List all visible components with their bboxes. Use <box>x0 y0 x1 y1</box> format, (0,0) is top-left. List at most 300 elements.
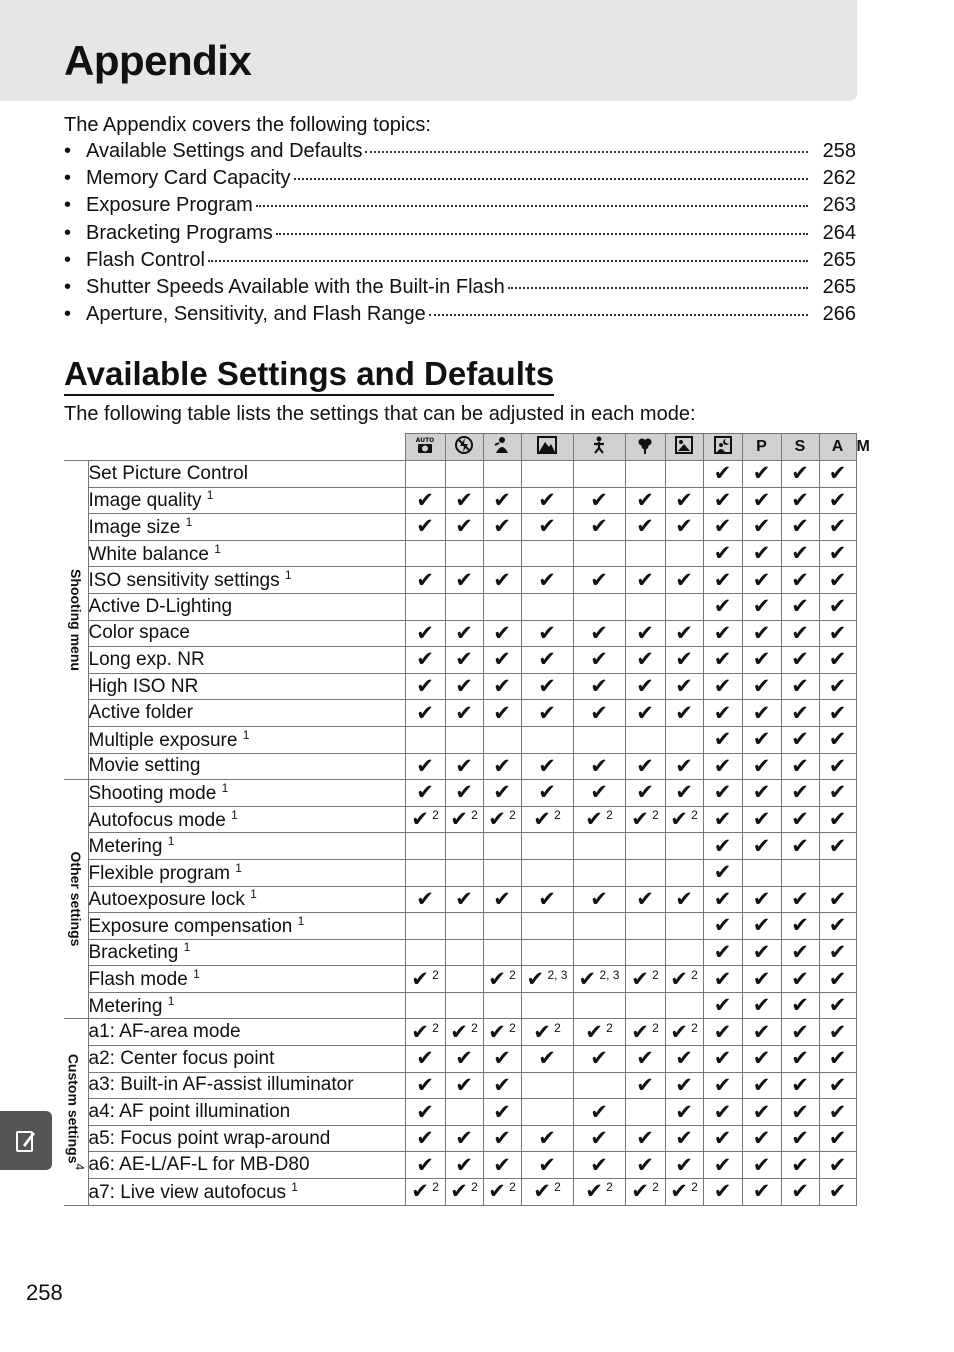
check-mark: ✔ <box>828 1153 847 1177</box>
dot-leader <box>365 151 808 153</box>
footnote-ref: 1 <box>206 488 214 503</box>
availability-cell <box>742 753 781 780</box>
setting-label: a1: AF-area mode <box>88 1019 405 1046</box>
setting-label: Autofocus mode $^1$ <box>88 806 405 833</box>
check-mark: ✔ <box>590 1100 608 1124</box>
check-mark: ✔ <box>590 754 608 778</box>
section-intro: The following table lists the settings that can be adjusted in each mode: <box>64 403 696 425</box>
check-mark: ✔ <box>590 701 608 725</box>
check-mark: ✔ <box>455 754 473 778</box>
topic-page: 262 <box>822 167 856 190</box>
topic-label: Aperture, Sensitivity, and Flash Range <box>86 303 426 326</box>
availability-cell <box>445 673 483 700</box>
footnote-ref: 2 <box>505 808 516 823</box>
check-mark: ✔ <box>752 462 771 486</box>
availability-cell <box>665 514 703 541</box>
footnote-ref: 2 <box>687 808 698 823</box>
check-mark: ✔ <box>636 1047 654 1071</box>
table-row <box>64 833 856 860</box>
availability-cell <box>819 1099 856 1126</box>
check-mark: ✔ <box>493 1073 511 1097</box>
availability-cell <box>625 1019 665 1046</box>
availability-cell <box>819 1072 856 1099</box>
availability-cell <box>665 647 703 674</box>
availability-cell <box>703 780 742 807</box>
setting-label: ISO sensitivity settings $^1$ <box>88 567 405 594</box>
check-mark: ✔ <box>631 1180 649 1204</box>
mode-s-header: S <box>781 434 819 461</box>
check-mark: ✔ <box>791 1127 809 1151</box>
availability-cell <box>483 647 521 674</box>
check-mark: ✔ <box>675 488 693 512</box>
table-row <box>64 567 856 594</box>
portrait-icon <box>483 434 521 461</box>
availability-cell <box>521 1125 573 1152</box>
check-mark: ✔ <box>455 1073 473 1097</box>
check-mark: ✔ <box>791 595 809 619</box>
availability-cell <box>405 487 445 514</box>
check-mark: ✔ <box>828 967 847 991</box>
availability-cell <box>405 833 445 860</box>
availability-cell <box>742 859 781 886</box>
availability-cell <box>665 833 703 860</box>
availability-cell <box>521 833 573 860</box>
availability-cell <box>819 700 856 727</box>
availability-cell <box>665 780 703 807</box>
availability-cell <box>781 593 819 620</box>
footnote-ref: 2 <box>602 808 613 823</box>
availability-cell <box>781 620 819 647</box>
availability-cell <box>405 1179 445 1206</box>
availability-cell <box>819 514 856 541</box>
check-mark: ✔ <box>675 1047 693 1071</box>
check-mark: ✔ <box>791 568 809 592</box>
availability-cell <box>521 1179 573 1206</box>
availability-cell <box>483 992 521 1019</box>
check-mark: ✔ <box>493 1153 511 1177</box>
check-mark: ✔ <box>636 515 654 539</box>
footnote-ref: 1 <box>231 807 238 822</box>
availability-cell <box>742 514 781 541</box>
availability-cell <box>819 939 856 966</box>
check-mark: ✔ <box>493 1047 511 1071</box>
check-mark: ✔ <box>416 1047 434 1071</box>
availability-cell <box>819 1152 856 1179</box>
availability-cell <box>573 1046 625 1073</box>
availability-cell <box>521 966 573 993</box>
setting-label: Active folder <box>88 700 405 727</box>
check-mark: ✔ <box>590 675 608 699</box>
check-mark: ✔ <box>636 488 654 512</box>
availability-cell <box>819 780 856 807</box>
setting-label: Flexible program $^1$ <box>88 859 405 886</box>
availability-cell <box>625 1152 665 1179</box>
availability-cell <box>573 540 625 567</box>
availability-cell <box>521 1099 573 1126</box>
check-mark: ✔ <box>455 887 473 911</box>
availability-cell <box>573 833 625 860</box>
availability-cell <box>703 992 742 1019</box>
availability-cell <box>521 461 573 488</box>
availability-cell <box>703 859 742 886</box>
availability-cell <box>703 1019 742 1046</box>
footnote-ref: 2 <box>505 967 516 982</box>
availability-cell <box>703 833 742 860</box>
availability-cell <box>625 806 665 833</box>
availability-cell <box>742 461 781 488</box>
check-mark: ✔ <box>493 675 511 699</box>
footnote-ref: 1 <box>284 568 292 583</box>
availability-cell <box>665 992 703 1019</box>
check-mark: ✔ <box>752 701 771 725</box>
availability-cell <box>405 514 445 541</box>
check-mark: ✔ <box>752 834 771 858</box>
availability-cell <box>445 992 483 1019</box>
availability-cell <box>819 647 856 674</box>
check-mark: ✔ <box>752 595 771 619</box>
check-mark: ✔ <box>713 488 732 512</box>
availability-cell <box>625 753 665 780</box>
check-mark: ✔ <box>538 621 556 645</box>
footnote-ref: 2 <box>428 1020 439 1035</box>
check-mark: ✔ <box>791 621 809 645</box>
availability-cell <box>742 540 781 567</box>
check-mark: ✔ <box>455 621 473 645</box>
availability-cell <box>573 487 625 514</box>
check-mark: ✔ <box>828 781 847 805</box>
availability-cell <box>483 806 521 833</box>
check-mark: ✔ <box>538 675 556 699</box>
mode-header-row: AUTO P S A M <box>64 434 856 461</box>
check-mark: ✔ <box>411 1020 429 1044</box>
check-mark: ✔ <box>675 515 693 539</box>
availability-cell <box>819 673 856 700</box>
check-mark: ✔ <box>538 568 556 592</box>
check-mark: ✔ <box>636 1153 654 1177</box>
availability-cell <box>742 726 781 753</box>
availability-cell <box>483 1152 521 1179</box>
footnote-ref: 1 <box>291 1179 298 1194</box>
availability-cell <box>625 886 665 913</box>
check-mark: ✔ <box>455 675 473 699</box>
availability-cell <box>665 1072 703 1099</box>
setting-label: Metering $^1$ <box>88 992 405 1019</box>
setting-label: Multiple exposure $^1$ <box>88 726 405 753</box>
topic-page: 258 <box>822 140 856 162</box>
group-label-cell <box>64 461 88 780</box>
check-mark: ✔ <box>636 781 654 805</box>
check-mark: ✔ <box>675 1100 693 1124</box>
availability-cell <box>665 567 703 594</box>
check-mark: ✔ <box>585 808 603 832</box>
check-mark: ✔ <box>828 1100 847 1124</box>
check-mark: ✔ <box>411 1180 429 1204</box>
availability-cell <box>405 673 445 700</box>
topic-label: Exposure Program <box>86 194 253 217</box>
availability-cell <box>521 1072 573 1099</box>
table-row <box>64 1019 856 1046</box>
availability-cell <box>742 1179 781 1206</box>
close-up-icon <box>665 434 703 461</box>
availability-cell <box>742 567 781 594</box>
availability-cell <box>742 1125 781 1152</box>
check-mark: ✔ <box>752 887 771 911</box>
check-mark: ✔ <box>752 754 771 778</box>
availability-cell <box>521 780 573 807</box>
check-mark: ✔ <box>752 994 771 1018</box>
topic-label: Available Settings and Defaults <box>86 140 363 162</box>
check-mark: ✔ <box>713 1100 732 1124</box>
table-row <box>64 620 856 647</box>
check-mark: ✔ <box>752 568 771 592</box>
availability-cell <box>742 647 781 674</box>
table-row <box>64 1152 856 1179</box>
table-row <box>64 806 856 833</box>
availability-cell <box>483 833 521 860</box>
availability-cell <box>819 593 856 620</box>
setting-label: Exposure compensation $^1$ <box>88 913 405 940</box>
availability-cell <box>665 1179 703 1206</box>
check-mark: ✔ <box>752 940 771 964</box>
check-mark: ✔ <box>791 462 809 486</box>
availability-cell <box>819 540 856 567</box>
page-number: 258 <box>26 1280 63 1305</box>
check-mark: ✔ <box>713 861 732 885</box>
availability-cell <box>483 1072 521 1099</box>
availability-cell <box>483 514 521 541</box>
availability-cell <box>405 1072 445 1099</box>
availability-cell <box>445 753 483 780</box>
check-mark: ✔ <box>493 887 511 911</box>
availability-cell <box>703 753 742 780</box>
availability-cell <box>573 620 625 647</box>
check-mark: ✔ <box>488 808 506 832</box>
check-mark: ✔ <box>675 675 693 699</box>
availability-cell <box>781 1152 819 1179</box>
availability-cell <box>703 1046 742 1073</box>
footnote-ref: 2 <box>428 967 439 982</box>
footnote-ref: 2 <box>467 808 478 823</box>
check-mark: ✔ <box>752 967 771 991</box>
availability-cell <box>625 1179 665 1206</box>
check-mark: ✔ <box>416 621 434 645</box>
group-label: Custom settings <box>65 1053 82 1164</box>
availability-cell <box>445 647 483 674</box>
availability-cell <box>573 700 625 727</box>
check-mark: ✔ <box>670 808 688 832</box>
footnote-ref: 1 <box>167 834 175 849</box>
intro-text: The Appendix covers the following topics: <box>64 114 431 136</box>
svg-text:AUTO: AUTO <box>415 436 435 444</box>
mode-a-header: A <box>819 434 856 461</box>
check-mark: ✔ <box>636 675 654 699</box>
availability-cell <box>703 886 742 913</box>
check-mark: ✔ <box>791 1020 809 1044</box>
availability-cell <box>703 461 742 488</box>
check-mark: ✔ <box>713 1020 732 1044</box>
topic-label: Bracketing Programs <box>86 221 273 244</box>
setting-label: Long exp. NR <box>88 647 405 674</box>
availability-cell <box>405 540 445 567</box>
landscape-icon <box>521 434 573 461</box>
settings-table <box>64 433 870 1206</box>
availability-cell <box>521 620 573 647</box>
check-mark: ✔ <box>411 808 429 832</box>
footnote-ref: 1 <box>242 727 250 742</box>
availability-cell <box>703 700 742 727</box>
availability-cell <box>483 780 521 807</box>
availability-cell <box>819 567 856 594</box>
availability-cell <box>405 1125 445 1152</box>
availability-cell <box>445 806 483 833</box>
availability-cell <box>483 1179 521 1206</box>
check-mark: ✔ <box>828 914 847 938</box>
check-mark: ✔ <box>828 1127 847 1151</box>
footnote-ref: 1 <box>183 940 191 955</box>
availability-cell <box>665 1099 703 1126</box>
setting-label: a3: Built-in AF-assist illuminator <box>88 1072 405 1099</box>
availability-cell <box>703 1125 742 1152</box>
check-mark: ✔ <box>791 675 809 699</box>
table-row <box>64 886 856 913</box>
check-mark: ✔ <box>538 515 556 539</box>
check-mark: ✔ <box>538 754 556 778</box>
check-mark: ✔ <box>416 754 434 778</box>
check-mark: ✔ <box>636 701 654 725</box>
availability-cell <box>742 780 781 807</box>
availability-cell <box>819 992 856 1019</box>
availability-cell <box>781 833 819 860</box>
setting-label: a7: Live view autofocus $^1$ <box>88 1179 405 1206</box>
availability-cell <box>665 673 703 700</box>
availability-cell <box>781 966 819 993</box>
check-mark: ✔ <box>752 1100 771 1124</box>
availability-cell <box>819 806 856 833</box>
availability-cell <box>665 966 703 993</box>
check-mark: ✔ <box>675 648 693 672</box>
check-mark: ✔ <box>752 515 771 539</box>
check-mark: ✔ <box>828 675 847 699</box>
check-mark: ✔ <box>493 701 511 725</box>
check-mark: ✔ <box>713 675 732 699</box>
check-mark: ✔ <box>455 488 473 512</box>
availability-cell <box>483 540 521 567</box>
availability-cell <box>781 1179 819 1206</box>
table-row <box>64 992 856 1019</box>
check-mark: ✔ <box>538 648 556 672</box>
setting-label: a4: AF point illumination <box>88 1099 405 1126</box>
availability-cell <box>742 939 781 966</box>
availability-cell <box>573 726 625 753</box>
check-mark: ✔ <box>675 754 693 778</box>
availability-cell <box>521 540 573 567</box>
check-mark: ✔ <box>416 568 434 592</box>
check-mark: ✔ <box>713 887 732 911</box>
availability-cell <box>665 753 703 780</box>
availability-cell <box>445 567 483 594</box>
auto-flash-off-icon <box>445 434 483 461</box>
check-mark: ✔ <box>538 701 556 725</box>
table-row <box>64 593 856 620</box>
availability-cell <box>781 1125 819 1152</box>
availability-cell <box>665 1019 703 1046</box>
check-mark: ✔ <box>455 1047 473 1071</box>
check-mark: ✔ <box>455 515 473 539</box>
topic-item: • Aperture, Sensitivity, and Flash Range 266 <box>64 303 856 326</box>
check-mark: ✔ <box>493 568 511 592</box>
check-mark: ✔ <box>713 994 732 1018</box>
check-mark: ✔ <box>675 781 693 805</box>
check-mark: ✔ <box>636 621 654 645</box>
check-mark: ✔ <box>450 1020 468 1044</box>
check-mark: ✔ <box>713 728 732 752</box>
availability-cell <box>819 966 856 993</box>
availability-cell <box>625 593 665 620</box>
availability-cell <box>445 1072 483 1099</box>
child-icon <box>573 434 625 461</box>
availability-cell <box>665 859 703 886</box>
check-mark: ✔ <box>450 808 468 832</box>
check-mark: ✔ <box>675 1153 693 1177</box>
availability-cell <box>573 939 625 966</box>
availability-cell <box>625 461 665 488</box>
availability-cell <box>521 567 573 594</box>
availability-cell <box>781 673 819 700</box>
appendix-tab-icon <box>0 1111 52 1170</box>
check-mark: ✔ <box>675 887 693 911</box>
availability-cell <box>625 859 665 886</box>
availability-cell <box>405 913 445 940</box>
availability-cell <box>781 1072 819 1099</box>
footnote-ref: 2, 3 <box>596 967 620 982</box>
footnote-ref: 1 <box>167 993 175 1008</box>
check-mark: ✔ <box>752 1020 771 1044</box>
topic-page: 263 <box>822 194 856 217</box>
check-mark: ✔ <box>533 808 551 832</box>
footnote-ref: 2 <box>428 1180 439 1195</box>
topic-item: • Memory Card Capacity 262 <box>64 167 856 190</box>
availability-cell <box>445 514 483 541</box>
topic-page: 266 <box>822 303 856 326</box>
availability-cell <box>405 726 445 753</box>
availability-cell <box>665 726 703 753</box>
availability-cell <box>445 620 483 647</box>
footnote-ref: 2 <box>648 1020 659 1035</box>
availability-cell <box>819 913 856 940</box>
availability-cell <box>781 1046 819 1073</box>
availability-cell <box>405 620 445 647</box>
availability-cell <box>483 620 521 647</box>
availability-cell <box>742 673 781 700</box>
availability-cell <box>665 1125 703 1152</box>
availability-cell <box>703 939 742 966</box>
availability-cell <box>781 753 819 780</box>
check-mark: ✔ <box>538 887 556 911</box>
check-mark: ✔ <box>538 781 556 805</box>
dot-leader <box>294 178 808 180</box>
availability-cell <box>665 461 703 488</box>
check-mark: ✔ <box>713 967 732 991</box>
availability-cell <box>625 992 665 1019</box>
availability-cell <box>742 1046 781 1073</box>
check-mark: ✔ <box>791 781 809 805</box>
availability-cell <box>573 966 625 993</box>
setting-label: Autoexposure lock $^1$ <box>88 886 405 913</box>
table-row <box>64 1125 856 1152</box>
check-mark: ✔ <box>828 595 847 619</box>
availability-cell <box>665 806 703 833</box>
availability-cell <box>665 700 703 727</box>
